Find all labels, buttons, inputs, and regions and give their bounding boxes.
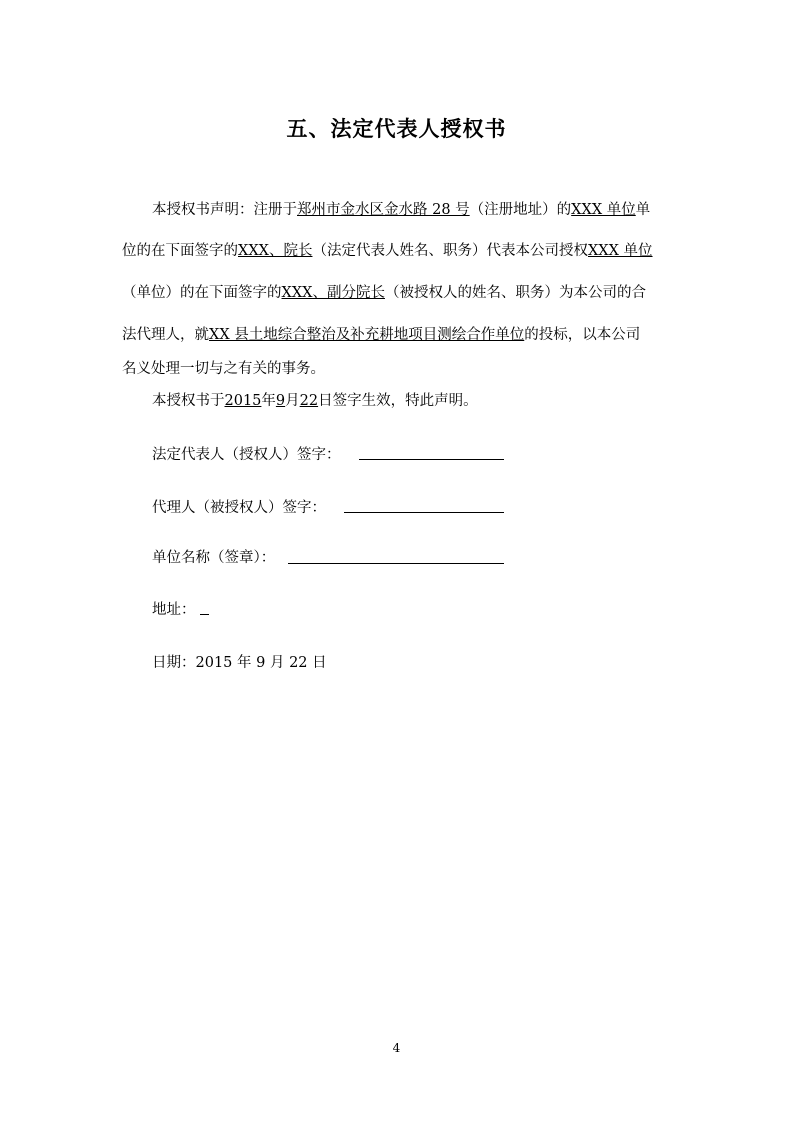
company-name: XXX 单位 [571, 202, 636, 218]
address-label: 地址： [152, 602, 196, 618]
project-name: XX 县土地综合整治及补充耕地项目测绘合作单位 [209, 327, 525, 343]
date-label: 日期：2015 年 9 月 22 日 [152, 655, 327, 671]
paragraph-line-1: 本授权书声明：注册于郑州市金水区金水路 28 号（注册地址）的XXX 单位单 [152, 202, 651, 218]
address-line[interactable] [200, 614, 209, 615]
effective-year: 2015 [224, 393, 262, 409]
effective-month: 9 [275, 393, 286, 409]
representative-signature-label: 法定代表人（授权人）签字： [152, 447, 341, 463]
document-title: 五、法定代表人授权书 [286, 117, 507, 141]
agent-signature-line[interactable] [344, 512, 504, 513]
page-number: 4 [392, 1041, 401, 1055]
representative-signature-line[interactable] [359, 459, 504, 460]
legal-representative: XXX、院长 [238, 243, 313, 259]
authorized-agent: XXX、副分院长 [281, 285, 385, 301]
agent-signature-label: 代理人（被授权人）签字： [152, 500, 326, 516]
authorized-unit: XXX 单位 [587, 243, 653, 259]
unit-seal-line[interactable] [288, 563, 504, 564]
unit-name-label: 单位名称（签章）： [152, 550, 276, 566]
paragraph-line-4: 法代理人，就XX 县土地综合整治及补充耕地项目测绘合作单位的投标，以本公司 [122, 327, 641, 343]
effective-day: 22 [299, 393, 319, 409]
paragraph-line-5: 名义处理一切与之有关的事务。 [122, 361, 325, 377]
registered-address: 郑州市金水区金水路 28 号 [297, 202, 470, 218]
paragraph-line-3: （单位）的在下面签字的XXX、副分院长（被授权人的姓名、职务）为本公司的合 [122, 285, 646, 301]
effective-date-statement: 本授权书于2015年9月22日签字生效，特此声明。 [152, 393, 478, 409]
paragraph-line-2: 位的在下面签字的XXX、院长（法定代表人姓名、职务）代表本公司授权XXX 单位 [122, 243, 653, 259]
